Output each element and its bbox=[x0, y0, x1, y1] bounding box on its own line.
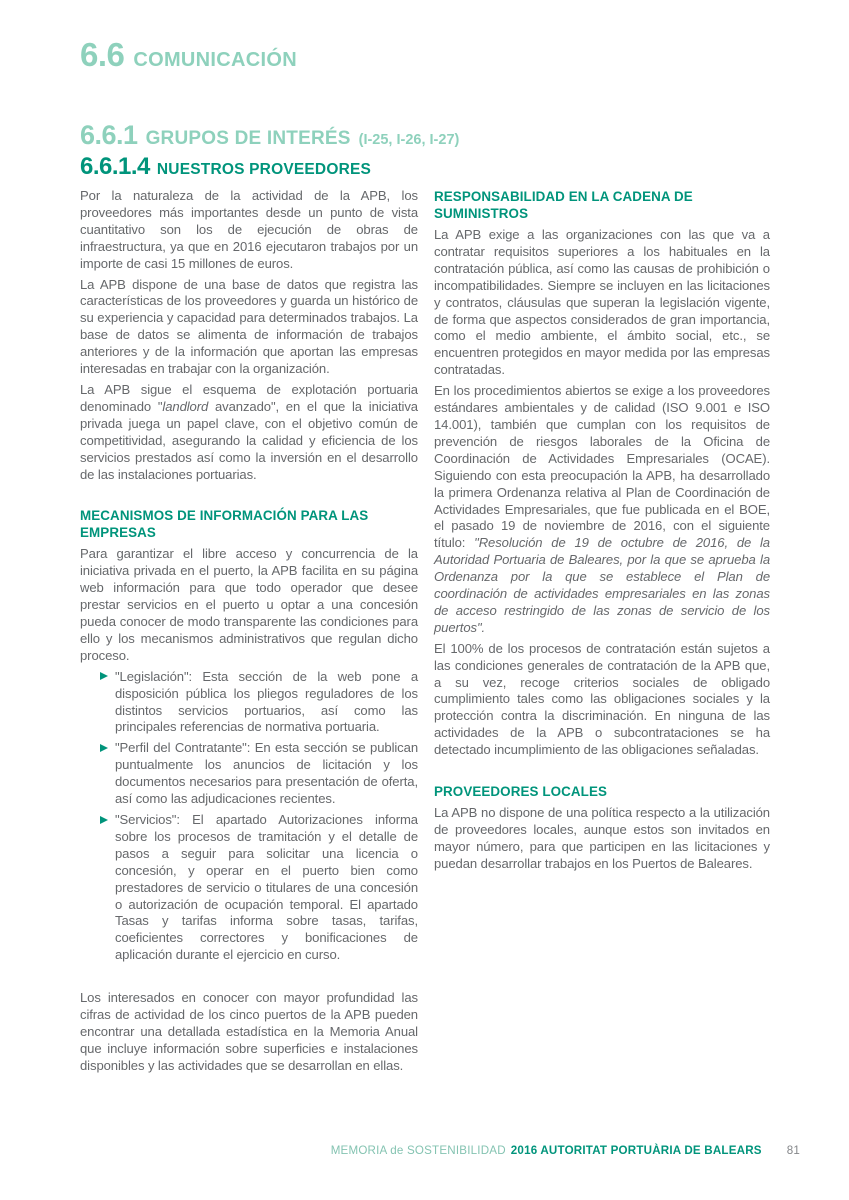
bullet-triangle-icon bbox=[100, 672, 108, 680]
left-column bbox=[80, 188, 418, 1079]
text-run: avanzado", en el que la iniciativa privada juega un papel clave, con el objetivo común de competitividad, asegurando la calidad y eficiencia de los servicios prestados así como la inversión en el desarrollo de las instalaciones portuarias. bbox=[80, 398, 418, 482]
bullet-list-item bbox=[80, 669, 418, 737]
text-run: El 100% de los procesos de contratación están sujetos a las condiciones generales de contratación de la APB que, a su vez, recoge criterios sociales de obligado cumplimiento tales como las obligaciones sociales y la protección contra la discriminación. En ninguna de las actividades de la APB o subcontrataciones se ha detectado incumplimiento de las obligaciones señaladas. bbox=[434, 640, 770, 758]
page-number: 81 bbox=[786, 1144, 800, 1157]
body-paragraph bbox=[434, 383, 770, 637]
italic-text-run: landlord bbox=[162, 398, 209, 414]
footer-report-title: MEMORIA de SOSTENIBILIDAD bbox=[330, 1144, 506, 1157]
right-column bbox=[434, 188, 770, 1079]
text-run: La APB no dispone de una política respecto a la utilización de proveedores locales, aunque estos son invitados en mayor número, para que participen en las licitaciones y puedan desarrollar trabajos en los Puertos de Baleares. bbox=[434, 805, 770, 871]
subsection-number: 6.6.1.4 bbox=[80, 153, 150, 180]
body-paragraph bbox=[80, 546, 418, 664]
chapter-heading bbox=[80, 36, 297, 74]
bullet-triangle-icon bbox=[100, 744, 108, 752]
bullet-text bbox=[115, 812, 418, 962]
section-number: 6.6.1 bbox=[80, 120, 138, 150]
two-column-body bbox=[80, 188, 770, 1079]
italic-text-run: "Resolución de 19 de octubre de 2016, de la Autoridad Portuaria de Baleares, por la que se aprueba la Ordenanza por la que se establece el Plan de coordinación de actividades empresariales en las zonas de acceso restringido de las zonas de servicio de los puertos". bbox=[434, 535, 770, 635]
body-paragraph bbox=[80, 990, 418, 1075]
text-run: La APB dispone de una base de datos que registra las características de los proveedores y guarda un histórico de su experiencia y capacidad para determinados trabajos. La base de datos se alimenta de información de trabajos anteriores y de la información que aportan las empresas interesadas en trabajar con la organización. bbox=[80, 276, 418, 377]
footer-report-title-bold: 2016 AUTORITAT PORTUÀRIA DE BALEARS bbox=[510, 1144, 762, 1157]
bullet-list-item bbox=[80, 812, 418, 964]
text-run: "Perfil del Contratante": En esta sección se publican puntualmente los anuncios de licitación y los documentos necesarios para presentación de oferta, así como las adjudicaciones recientes. bbox=[115, 740, 418, 807]
body-paragraph bbox=[80, 277, 418, 378]
text-run: "Servicios": El apartado Autorizaciones informa sobre los procesos de tramitación y el detalle de pasos a seguir para solicitar una licencia o concesión, y operar en el puerto bien como prestadores de servicio o titulares de una concesión o autorización de ocupación temporal. El apartado Tasas y tarifas informa sobre tasas, tarifas, coeficientes correctores y bonificaciones de aplicación durante el ejercicio en curso. bbox=[115, 812, 418, 963]
page-footer bbox=[80, 1144, 800, 1157]
chapter-number: 6.6 bbox=[80, 36, 125, 73]
column-section-heading: PROVEEDORES LOCALES bbox=[434, 784, 608, 800]
text-run: Por la naturaleza de la actividad de la APB, los proveedores más importantes desde un punto de vista cuantitativo son los de ejecución de obras de infraestructura, ya que en 2016 ejecutaron trabajos por un importe de casi 15 millones de euros. bbox=[80, 188, 418, 271]
body-paragraph bbox=[80, 188, 418, 273]
body-paragraph bbox=[434, 641, 770, 759]
bullet-list-item bbox=[80, 740, 418, 808]
body-paragraph bbox=[80, 382, 418, 483]
text-run: La APB sigue el esquema de explotación portuaria denominado " bbox=[80, 381, 418, 414]
body-paragraph bbox=[434, 227, 770, 379]
column-section-heading: MECANISMOS DE INFORMACIÓN PARA LAS EMPRESAS bbox=[80, 508, 369, 541]
section-title: GRUPOS DE INTERÉS bbox=[145, 128, 351, 149]
text-run: En los procedimientos abiertos se exige a los proveedores estándares ambientales y de calidad (ISO 9.001 e ISO 14.001), también que cumplan con los requisitos de prevención de riesgos laborales de la Oficina de Coordinación de Actividades Empresariales (OCAE). Siguiendo con esta preocupación la APB, ha desarrollado la primera Ordenanza relativa al Plan de Coordinación de Actividades Empresariales, que fue publicada en el BOE, el pasado 19 de noviembre de 2016, con el siguiente título: bbox=[434, 383, 770, 551]
chapter-title: COMUNICACIÓN bbox=[133, 49, 297, 71]
section-heading bbox=[80, 120, 459, 151]
text-run: Para garantizar el libre acceso y concurrencia de la iniciativa privada en el puerto, la APB facilita en su página web información para que todo operador que desee prestar servicios en el puerto u optar a una concesión pueda conocer de modo transparente las condiciones para ello y los mecanismos administrativos que regulan dicho proceso. bbox=[80, 546, 418, 663]
text-run: La APB exige a las organizaciones con las que va a contratar requisitos superiores a los habituales en la contratación pública, así como las causas de prohibición o incompatibilidades. Siempre se incluyen en las licitaciones y contratos, cláusulas que superan la legislación vigente, de forma que aspectos considerados de gran importancia, como el medio ambiente, el ámbito social, etc., se encuentren protegidos en mayor medida por las empresas contratadas. bbox=[434, 227, 770, 378]
body-paragraph bbox=[434, 805, 770, 873]
subsection-title: NUESTROS PROVEEDORES bbox=[156, 161, 372, 178]
text-run: "Legislación": Esta sección de la web pone a disposición pública los pliegos reguladores de los distintos servicios portuarios, así como las principales referencias de normativa portuaria. bbox=[115, 668, 418, 735]
subsection-heading bbox=[80, 153, 371, 181]
section-gri-references: (I-25, I-26, I-27) bbox=[358, 132, 460, 148]
text-run: Los interesados en conocer con mayor profundidad las cifras de actividad de los cinco puertos de la APB pueden encontrar una detallada estadística en la Memoria Anual que incluye información sobre superficies e instalaciones disponibles y las actividades que se desarrollan en ellas. bbox=[80, 990, 418, 1073]
bullet-text bbox=[115, 669, 418, 735]
bullet-triangle-icon bbox=[100, 816, 108, 824]
bullet-text bbox=[115, 740, 418, 806]
column-section-heading: RESPONSABILIDAD EN LA CADENA DE SUMINISTROS bbox=[434, 189, 693, 221]
